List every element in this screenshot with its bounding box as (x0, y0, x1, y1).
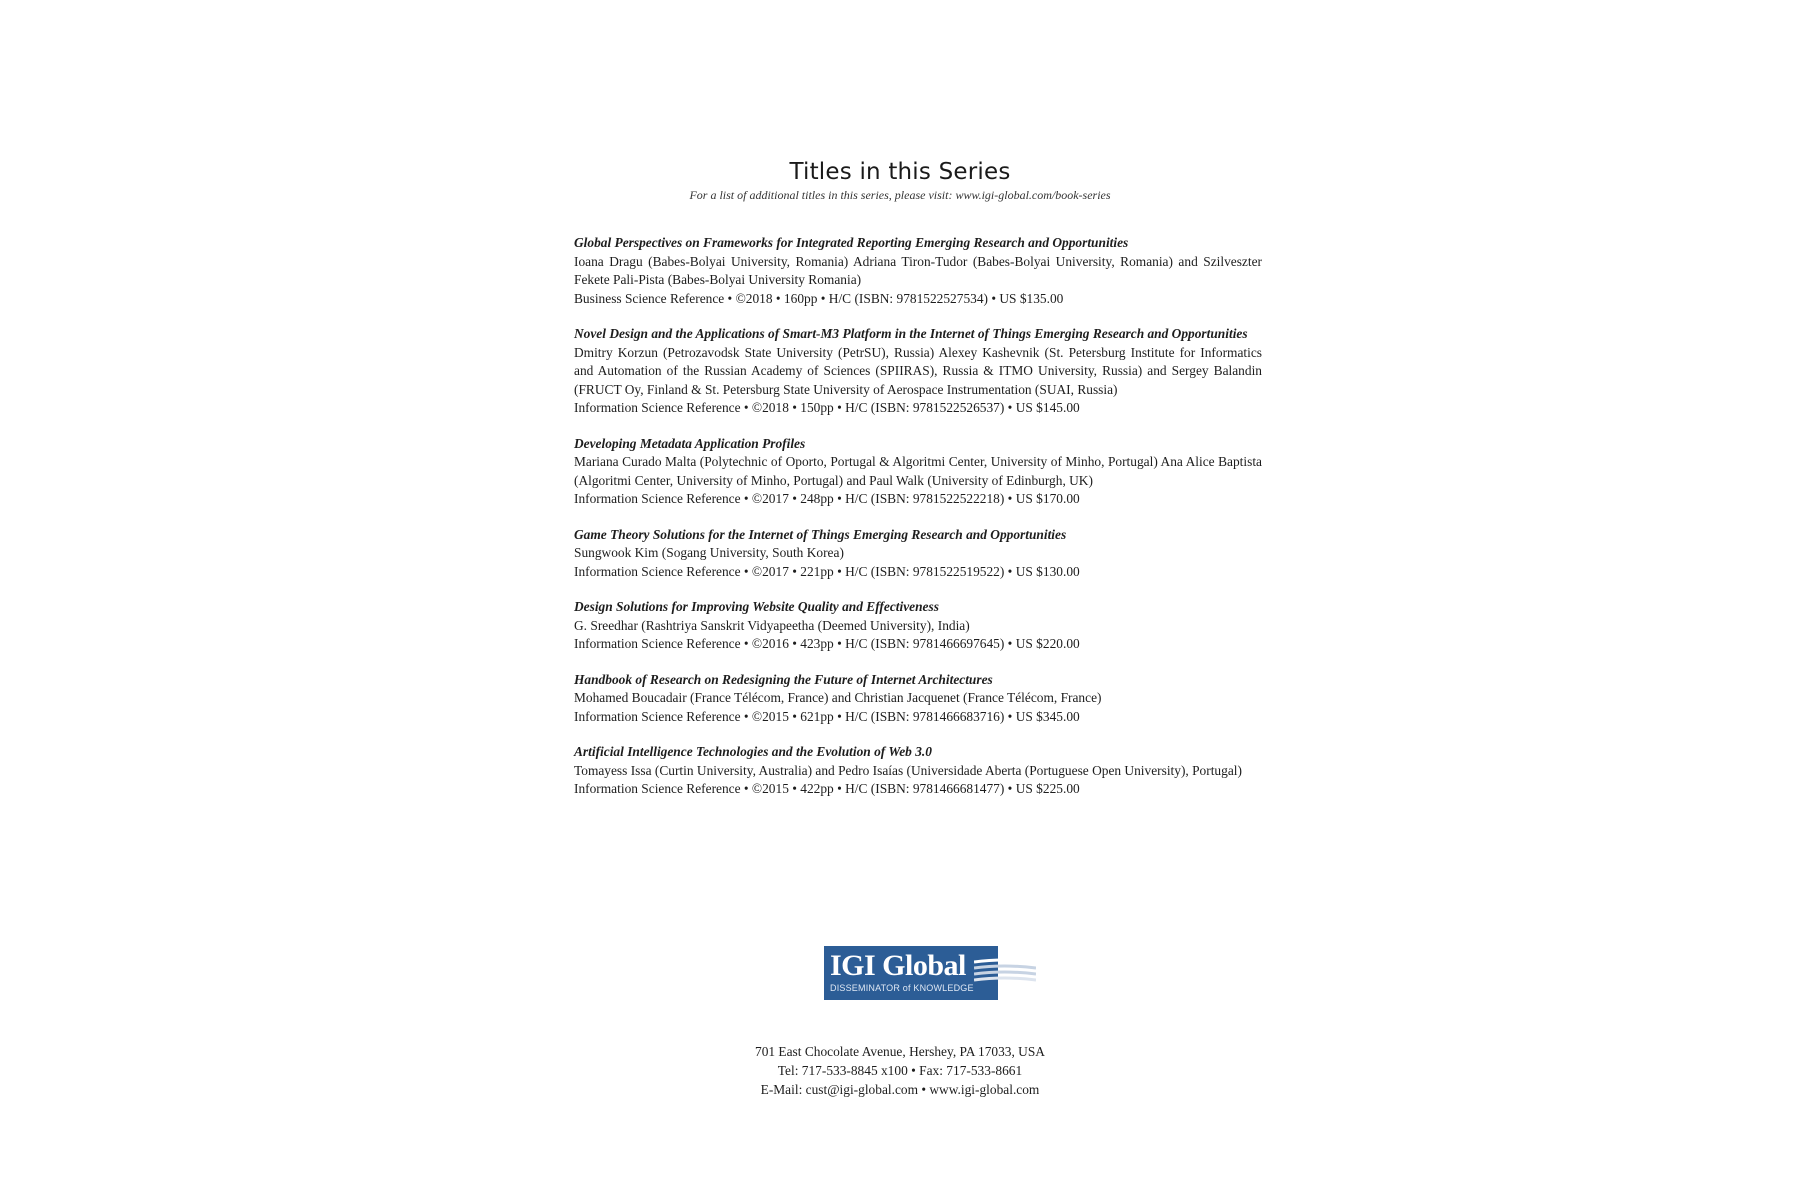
book-details: Information Science Reference • ©2015 • 621pp • H/C (ISBN: 9781466683716) • US $345.00 (574, 708, 1080, 724)
series-subtitle: For a list of additional titles in this series, please visit: www.igi-global.com/book-series (689, 188, 1111, 202)
contact-email: E-Mail: cust@igi-global.com • www.igi-global.com (760, 1082, 1040, 1097)
book-entry (574, 234, 1262, 308)
book-details: Business Science Reference • ©2018 • 160pp • H/C (ISBN: 9781522527534) • US $135.00 (574, 290, 1064, 306)
book-title: Design Solutions for Improving Website Quality and Effectiveness (574, 599, 939, 614)
book-authors: Dmitry Korzun (Petrozavodsk State University (PetrSU), Russia) Alexey Kashevnik (St. Petersburg Institute for Informatics and Automation of the Russian Academy of Sciences (SPIIRAS), Russia & ITMO University, Russia) and Sergey Balandin (FRUCT Oy, Finland & St. Petersburg State University of Aerospace Instrumentation (SUAI, Russia) (574, 344, 1262, 397)
publisher-address (0, 1042, 1800, 1099)
book-entry (574, 526, 1262, 582)
book-entry (574, 671, 1262, 727)
logo-box (824, 946, 998, 1000)
logo-lines-icon (974, 958, 1036, 988)
book-authors: Mohamed Boucadair (France Télécom, France) and Christian Jacquenet (France Télécom, France) (574, 690, 1102, 705)
book-title: Handbook of Research on Redesigning the Future of Internet Architectures (574, 671, 993, 687)
book-details: Information Science Reference • ©2015 • 422pp • H/C (ISBN: 9781466681477) • US $225.00 (574, 781, 1080, 796)
book-title: Game Theory Solutions for the Internet of Things Emerging Research and Opportunities (574, 526, 1067, 542)
book-details: Information Science Reference • ©2017 • 248pp • H/C (ISBN: 9781522522218) • US $170.00 (574, 491, 1080, 506)
book-entry (574, 435, 1262, 509)
book-details: Information Science Reference • ©2017 • 221pp • H/C (ISBN: 9781522519522) • US $130.00 (574, 563, 1080, 579)
book-entry (574, 598, 1262, 654)
book-authors: G. Sreedhar (Rashtriya Sanskrit Vidyapeetha (Deemed University), India) (574, 617, 970, 633)
book-title: Developing Metadata Application Profiles (574, 435, 806, 451)
book-details: Information Science Reference • ©2016 • 423pp • H/C (ISBN: 9781466697645) • US $220.00 (574, 636, 1080, 651)
book-list (574, 234, 1262, 816)
igi-global-logo (824, 946, 1038, 1000)
book-title: Artificial Intelligence Technologies and the Evolution of Web 3.0 (574, 744, 932, 759)
book-authors: Tomayess Issa (Curtin University, Australia) and Pedro Isaías (Universidade Aberta (Portuguese Open University), Portugal) (574, 762, 1242, 778)
book-authors: Ioana Dragu (Babes-Bolyai University, Romania) Adriana Tiron-Tudor (Babes-Bolyai University, Romania) and Szilveszter Fekete Pali-Pista (Babes-Bolyai University Romania) (574, 253, 1262, 287)
logo-name: IGI Global (830, 949, 966, 982)
book-authors: Sungwook Kim (Sogang University, South Korea) (574, 545, 844, 560)
address-line: 701 East Chocolate Avenue, Hershey, PA 17033, USA (755, 1044, 1045, 1059)
book-entry (574, 743, 1262, 799)
logo-tagline: DISSEMINATOR of KNOWLEDGE (830, 983, 974, 993)
page-title: Titles in this Series (789, 159, 1011, 185)
series-header (0, 157, 1800, 203)
book-title: Novel Design and the Applications of Smart-M3 Platform in the Internet of Things Emerging Research and Opportunities (574, 326, 1248, 341)
book-details: Information Science Reference • ©2018 • 150pp • H/C (ISBN: 9781522526537) • US $145.00 (574, 400, 1080, 415)
contact-phone: Tel: 717-533-8845 x100 • Fax: 717-533-8661 (777, 1063, 1023, 1078)
book-title: Global Perspectives on Frameworks for Integrated Reporting Emerging Research and Opportunities (574, 235, 1129, 250)
book-authors: Mariana Curado Malta (Polytechnic of Oporto, Portugal & Algoritmi Center, University of Minho, Portugal) Ana Alice Baptista (Algoritmi Center, University of Minho, Portugal) and Paul Walk (University of Edinburgh, UK) (574, 454, 1262, 488)
book-entry (574, 325, 1262, 418)
